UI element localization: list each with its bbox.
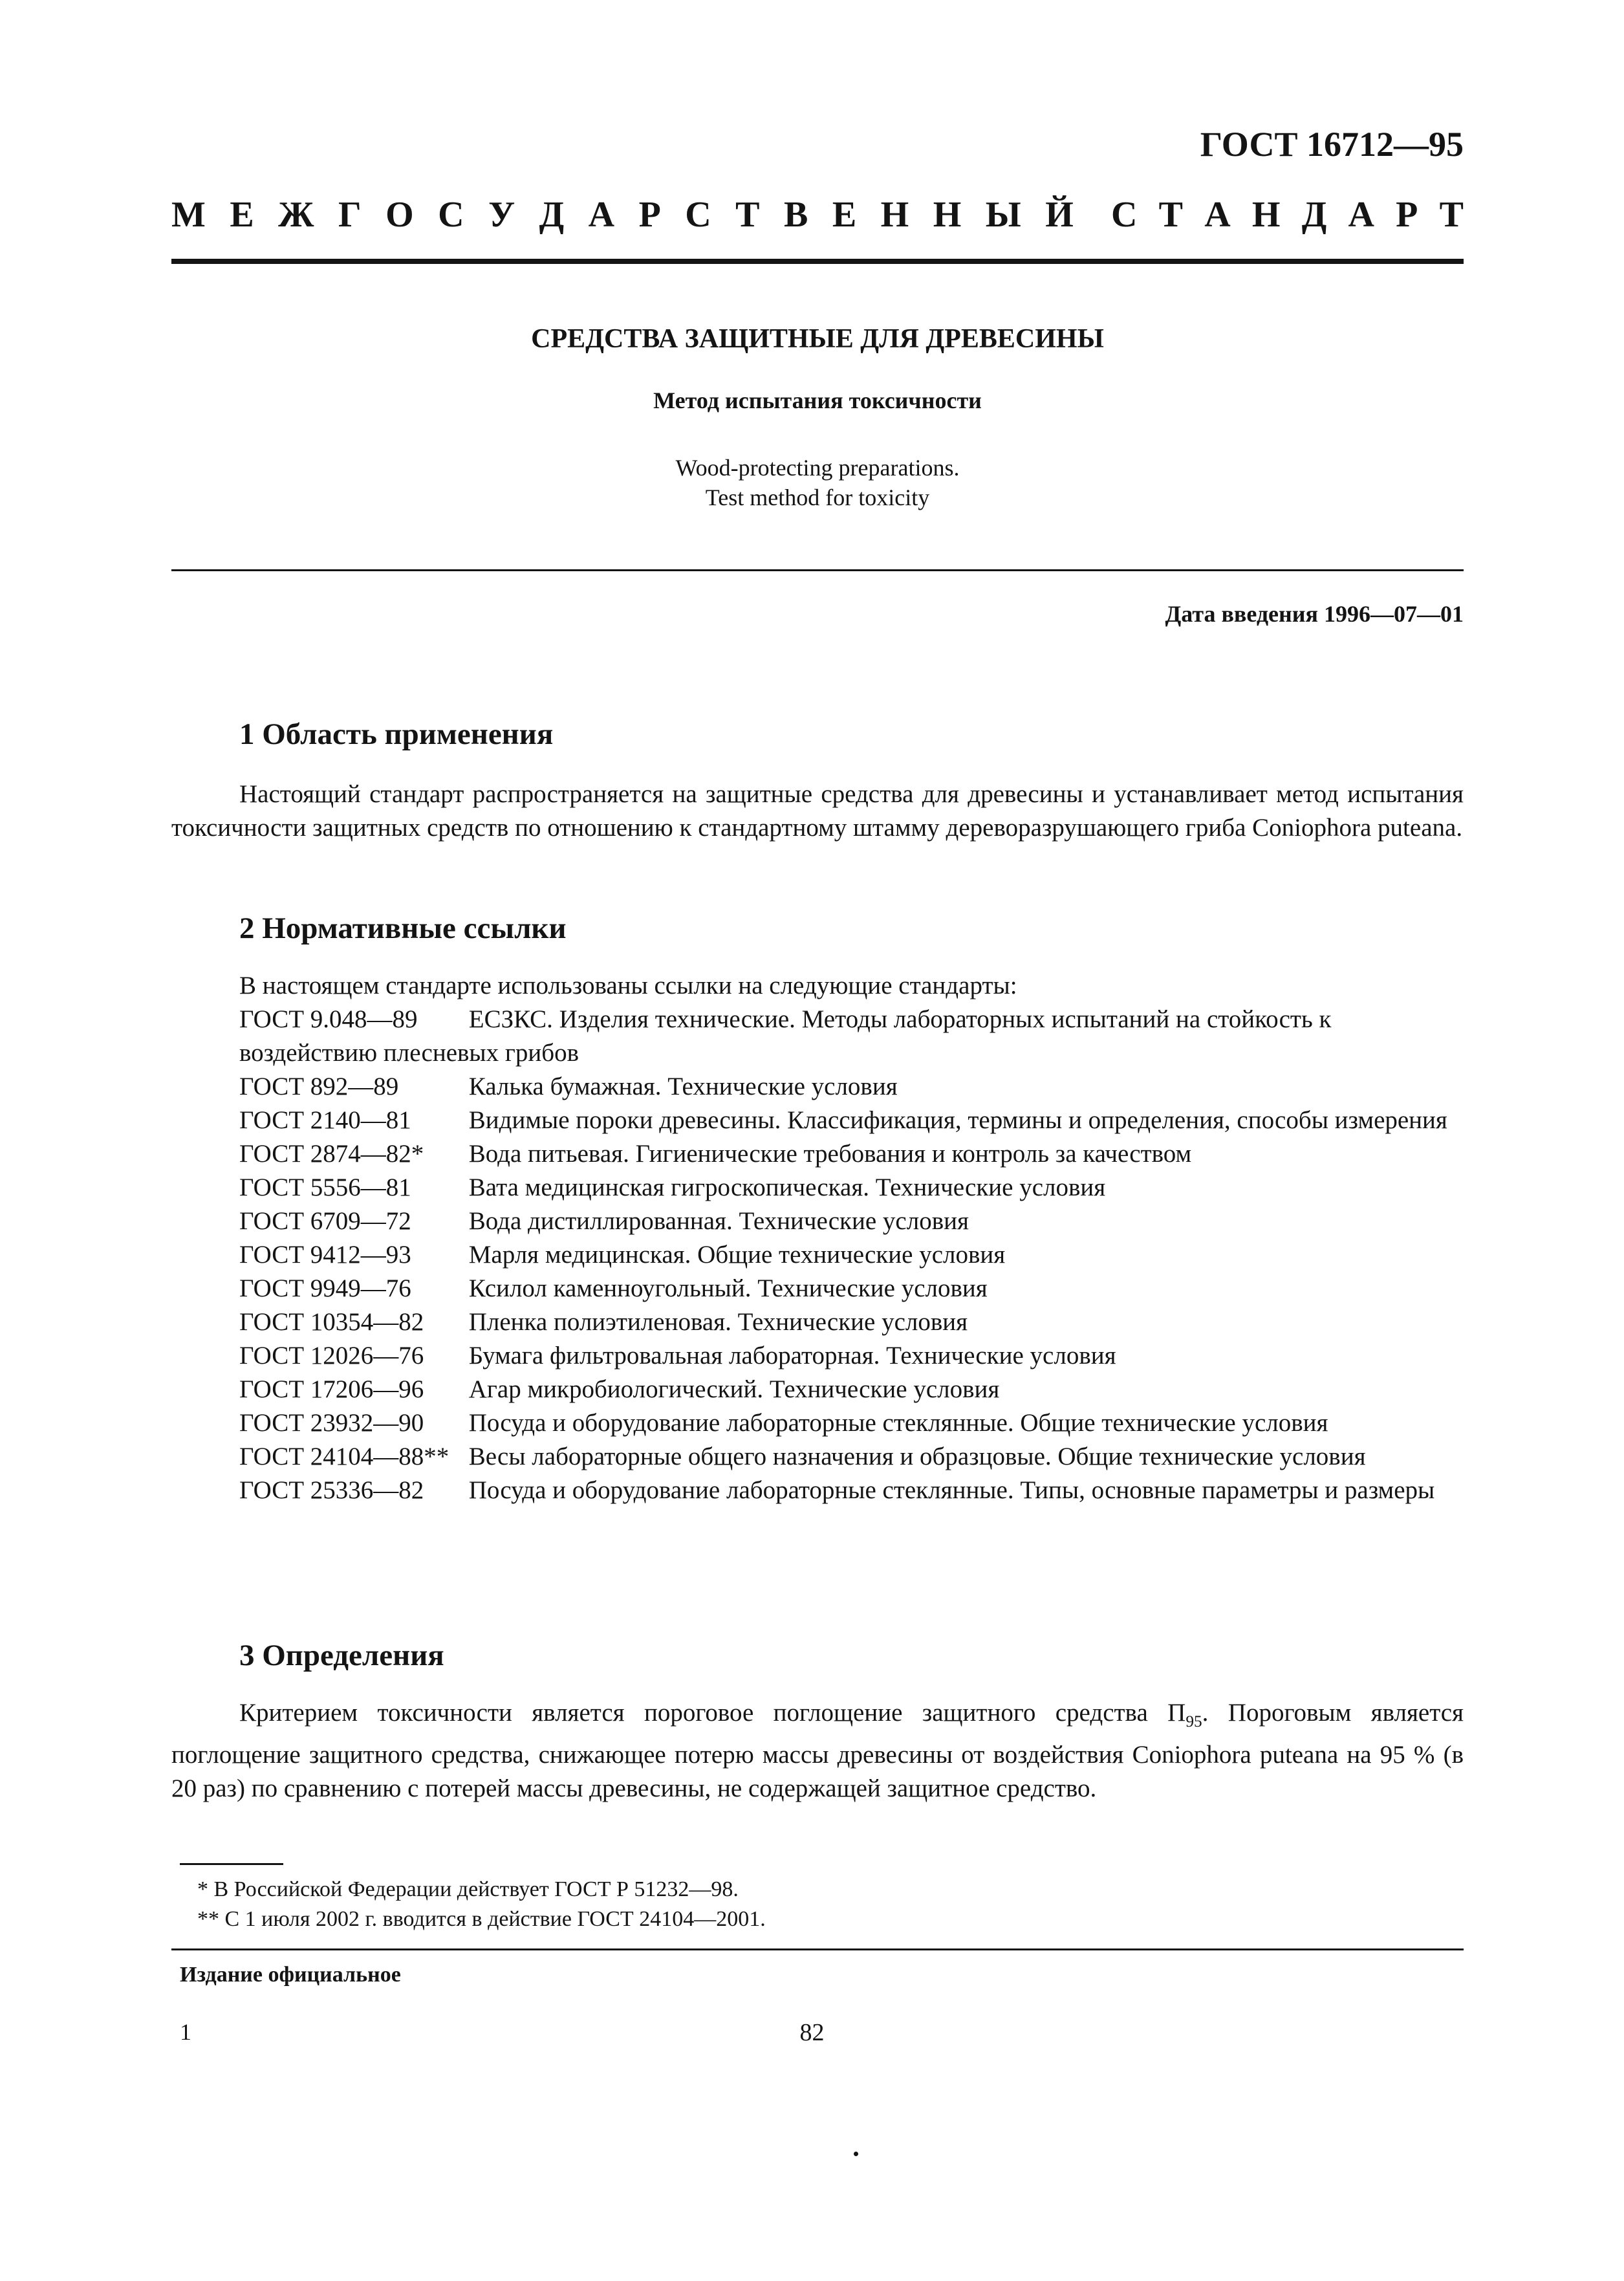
section-2-body [171,969,1464,1507]
section-3-body [171,1696,1464,1806]
english-title-line1: Wood-protecting preparations. [675,455,960,481]
reference-title: Посуда и оборудование лабораторные стеклянные. Общие технические условия [468,1409,1328,1437]
standard-type-right: С Т А Н Д А Р Т [1111,195,1464,235]
section-1-title: 1 Область применения [239,717,554,751]
edition-label: Издание официальное [180,1963,401,1987]
reference-title: ЕСЗКС. Изделия технические. Методы лабораторных испытаний на стойкость к воздействию плесневых грибов [239,1005,1332,1067]
footnotes [197,1875,766,1934]
section-1-body [171,778,1464,845]
reference-item [171,1305,1464,1339]
reference-item [171,1339,1464,1373]
reference-item [171,1474,1464,1507]
footnote-1: * В Российской Федерации действует ГОСТ Р 51232—98. [197,1877,739,1901]
reference-title: Пленка полиэтиленовая. Технические условия [468,1308,968,1336]
section-2-title: 2 Нормативные ссылки [239,911,567,945]
definition-text-end: . Пороговым является поглощение защитного средства, снижающее потерю массы древесины от воздействия Coniophora puteana на 95 % (в 20 раз) по сравнению с потерей массы древесины, не содержащей защитное средство. [171,1699,1464,1802]
reference-item [171,1104,1464,1137]
reference-title: Вода дистиллированная. Технические условия [468,1207,969,1235]
title-rule [171,569,1464,571]
reference-title: Агар микробиологический. Технические условия [468,1375,1000,1403]
reference-item [171,1171,1464,1205]
header-rule [171,259,1464,264]
reference-title: Видимые пороки древесины. Классификация, термины и определения, способы измерения [468,1106,1447,1134]
section-3-paragraph [171,1696,1464,1806]
reference-code: ГОСТ 9412—93 [239,1241,411,1269]
reference-code: ГОСТ 17206—96 [239,1375,424,1403]
page-number: 82 [799,2019,825,2046]
document-title: СРЕДСТВА ЗАЩИТНЫЕ ДЛЯ ДРЕВЕСИНЫ [531,324,1104,354]
reference-title: Калька бумажная. Технические условия [468,1073,898,1100]
references-intro: В настоящем стандарте использованы ссылки на следующие стандарты: [239,972,1017,999]
reference-item [171,1003,1464,1070]
reference-code: ГОСТ 9949—76 [239,1274,411,1302]
scan-dot [854,2152,858,2156]
reference-code: ГОСТ 6709—72 [239,1207,411,1235]
footer-rule [171,1948,1464,1950]
reference-item [171,1440,1464,1474]
reference-item [171,1373,1464,1406]
definition-text-start: Критерием токсичности является пороговое поглощение защитного средства П [239,1699,1186,1727]
footnote-2: ** С 1 июля 2002 г. вводится в действие ГОСТ 24104—2001. [197,1907,766,1931]
reference-code: ГОСТ 23932—90 [239,1409,424,1437]
reference-title: Вата медицинская гигроскопическая. Технические условия [468,1173,1106,1201]
reference-code: ГОСТ 2140—81 [239,1106,411,1134]
reference-code: ГОСТ 2874—82* [239,1140,424,1168]
footnote-separator [180,1863,283,1865]
section-3-title: 3 Определения [239,1639,444,1672]
references-list [171,1003,1464,1507]
introduction-date: Дата введения 1996—07—01 [1165,601,1464,627]
reference-item [171,1070,1464,1104]
gost-number: ГОСТ 16712—95 [1200,125,1464,164]
definition-subscript: 95 [1186,1712,1202,1730]
reference-code: ГОСТ 9.048—89 [239,1005,418,1033]
reference-item [171,1205,1464,1238]
reference-code: ГОСТ 5556—81 [239,1173,411,1201]
reference-code: ГОСТ 892—89 [239,1073,399,1100]
page-marker-left: 1 [180,2019,191,2045]
english-title-line2: Test method for toxicity [705,485,930,510]
reference-item [171,1238,1464,1272]
reference-title: Ксилол каменноугольный. Технические условия [468,1274,988,1302]
reference-code: ГОСТ 12026—76 [239,1342,424,1370]
reference-title: Марля медицинская. Общие технические условия [468,1241,1006,1269]
english-title [171,453,1464,512]
reference-title: Бумага фильтровальная лабораторная. Технические условия [468,1342,1116,1370]
document-subtitle: Метод испытания токсичности [653,387,982,413]
standard-type-header [171,194,1464,239]
reference-code: ГОСТ 24104—88** [239,1443,449,1470]
standard-type-left: М Е Ж Г О С У Д А Р С Т В Е Н Н Ы Й [171,195,1074,235]
reference-code: ГОСТ 25336—82 [239,1476,424,1504]
reference-title: Вода питьевая. Гигиенические требования и контроль за качеством [468,1140,1192,1168]
reference-title: Посуда и оборудование лабораторные стеклянные. Типы, основные параметры и размеры [468,1476,1435,1504]
reference-code: ГОСТ 10354—82 [239,1308,424,1336]
reference-item [171,1406,1464,1440]
reference-item [171,1272,1464,1305]
reference-item [171,1137,1464,1171]
reference-title: Весы лабораторные общего назначения и образцовые. Общие технические условия [468,1443,1366,1470]
section-1-paragraph: Настоящий стандарт распространяется на защитные средства для древесины и устанавливает метод испытания токсичности защитных средств по отношению к стандартному штамму дереворазрушающего гриба Coniophora puteana. [171,780,1464,842]
